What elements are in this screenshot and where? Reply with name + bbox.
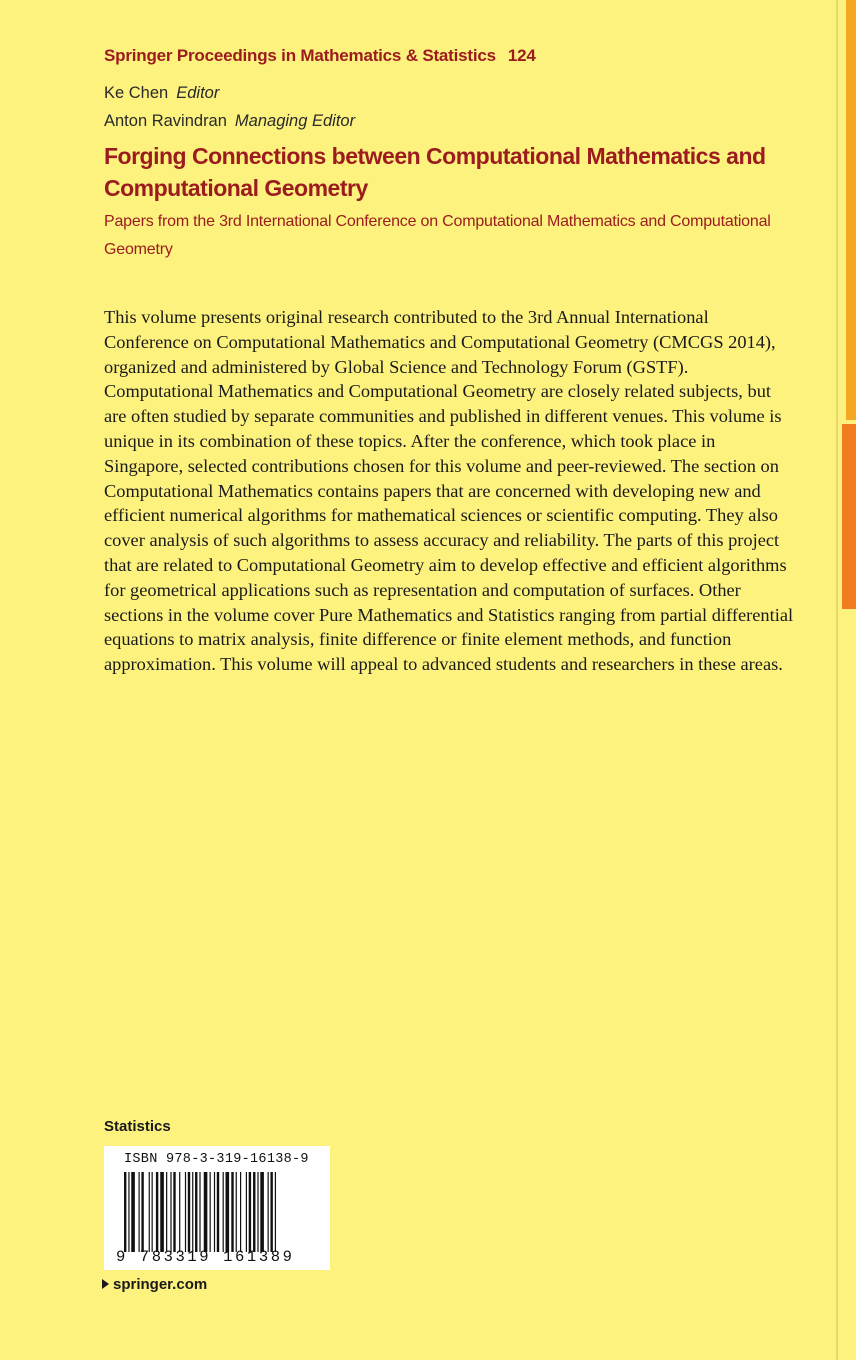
barcode-bar <box>249 1172 251 1252</box>
spine-accent-upper <box>846 0 856 420</box>
barcode-bar <box>246 1172 247 1252</box>
barcode-bar <box>236 1172 237 1252</box>
barcode-bar <box>268 1172 269 1252</box>
barcode-bar <box>149 1172 150 1252</box>
barcode-bar <box>156 1172 158 1252</box>
publisher-website[interactable] <box>102 1276 207 1293</box>
series-name: Springer Proceedings in Mathematics & Statistics <box>104 46 496 65</box>
barcode-bar <box>195 1172 197 1252</box>
subject-category: Statistics <box>104 1118 171 1135</box>
barcode-bar <box>141 1172 143 1252</box>
book-description: This volume presents original research contributed to the 3rd Annual International Conference on Computational Mathematics and Computational Geometry (CMCGS 2014), organized and administered by Global Science and Technology Forum (GSTF). Computational Mathematics and Computational Geometry are closely related subjects, but are often studied by separate communities and published in different venues. This volume is unique in its combination of these topics. After the conference, which took place in Singapore, selected contributions chosen for this volume and peer-reviewed. The section on Computational Mathematics contains papers that are concerned with developing new and efficient numerical algorithms for mathematical sciences or scientific computing. They also cover analysis of such algorithms to assess accuracy and reliability. The parts of this project that are related to Computational Geometry aim to develop effective and efficient algorithms for geometrical applications such as representation and computation of surfaces. Other sections in the volume cover Pure Mathematics and Statistics ranging from partial differential equations to matrix analysis, finite difference or finite element methods, and function approximation. This volume will appeal to advanced students and researchers in these areas. <box>104 307 794 675</box>
spine-accent-lower <box>842 424 856 609</box>
series-heading <box>104 46 536 66</box>
arrow-icon <box>102 1279 109 1289</box>
barcode-bar <box>210 1172 211 1252</box>
barcode-bar <box>231 1172 233 1252</box>
editor-name: Ke Chen <box>104 84 169 102</box>
barcode-bar <box>275 1172 276 1252</box>
barcode-bar <box>270 1172 272 1252</box>
barcode-bar <box>257 1172 258 1252</box>
barcode-bar <box>173 1172 175 1252</box>
barcode-bar <box>166 1172 167 1252</box>
barcode-bar <box>152 1172 153 1252</box>
barcode-bar <box>131 1172 135 1252</box>
barcode-bar <box>188 1172 190 1252</box>
barcode-bar <box>217 1172 219 1252</box>
barcode-bars <box>124 1172 324 1252</box>
ean-digits: 9 783319 161389 <box>116 1248 295 1266</box>
barcode-bar <box>192 1172 193 1252</box>
barcode-bar <box>128 1172 129 1252</box>
barcode-bar <box>240 1172 241 1252</box>
book-subtitle: Papers from the 3rd International Conference on Computational Mathematics and Computational Geometry <box>104 213 771 258</box>
barcode-bar <box>170 1172 171 1252</box>
barcode-bar <box>185 1172 186 1252</box>
barcode-bar <box>124 1172 126 1252</box>
barcode-bar <box>199 1172 200 1252</box>
managing-editor-role: Managing Editor <box>234 112 356 130</box>
barcode-bar <box>179 1172 180 1252</box>
barcode-bar <box>214 1172 215 1252</box>
isbn-barcode <box>104 1146 330 1270</box>
managing-editor-name: Anton Ravindran <box>104 112 227 130</box>
barcode-bar <box>160 1172 164 1252</box>
barcode-bar <box>260 1172 264 1252</box>
barcode-bar <box>204 1172 208 1252</box>
isbn-label: ISBN 978-3-319-16138-9 <box>124 1152 309 1167</box>
barcode-bar <box>223 1172 224 1252</box>
book-title: Forging Connections between Computational Mathematics and Computational Geometry <box>104 143 766 201</box>
barcode-bar <box>226 1172 230 1252</box>
editor-line <box>104 84 219 103</box>
series-number: 124 <box>507 46 536 65</box>
website-label: springer.com <box>113 1276 208 1293</box>
editor-role: Editor <box>176 84 220 102</box>
spine-edge <box>836 0 838 1360</box>
barcode-bar <box>253 1172 255 1252</box>
barcode-bar <box>139 1172 140 1252</box>
managing-editor-line <box>104 112 355 131</box>
